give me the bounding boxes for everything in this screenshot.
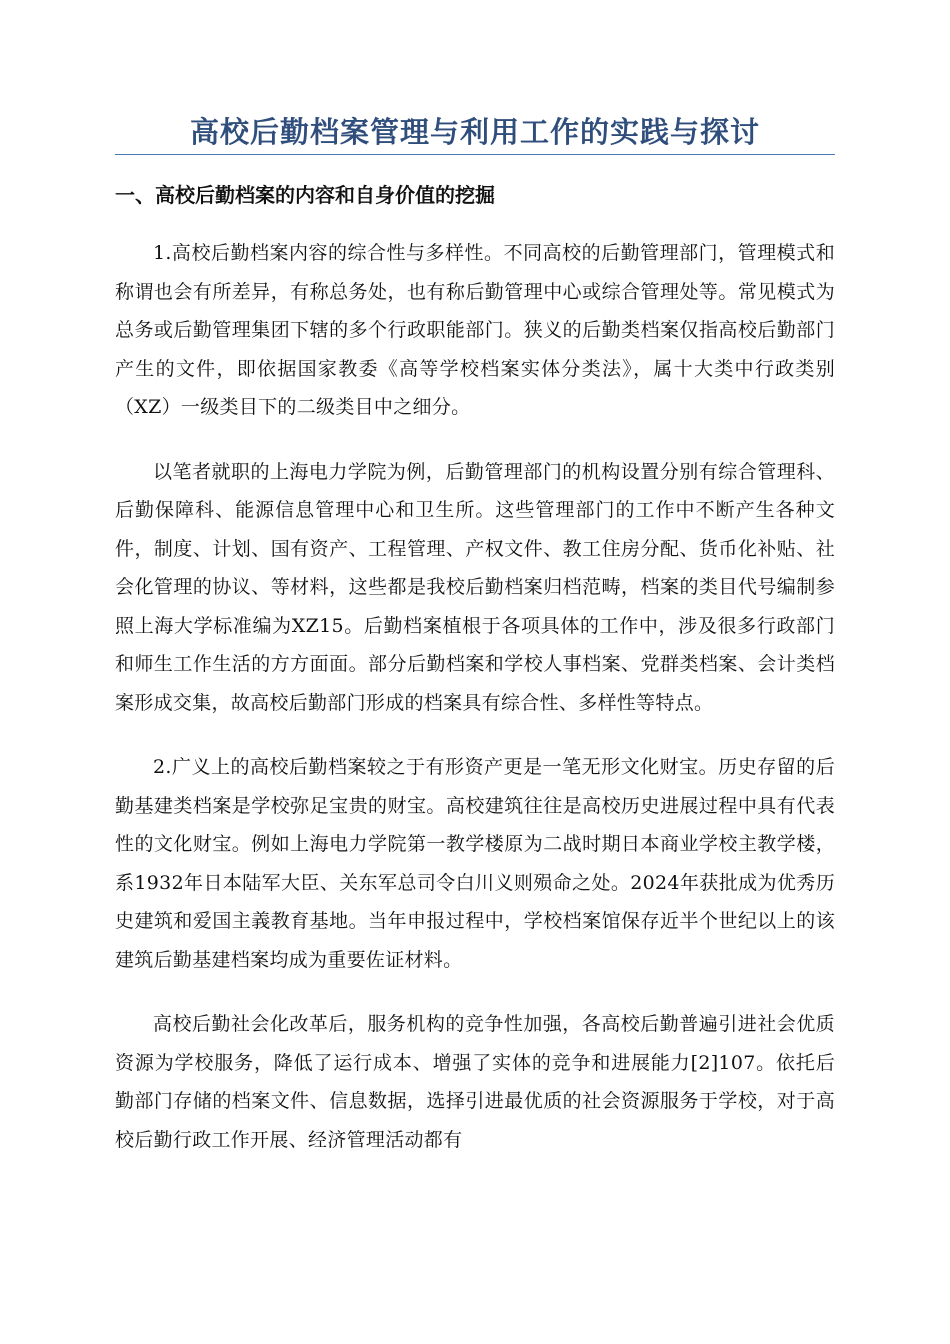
document-body <box>115 234 835 1159</box>
document-title: 高校后勤档案管理与利用工作的实践与探讨 <box>189 115 760 149</box>
paragraph-4: 高校后勤社会化改革后，服务机构的竞争性加强，各高校后勤普遍引进社会优质资源为学校服务，降低了运行成本、增强了实体的竞争和进展能力[2]107。依托后勤部门存储的档案文件、信息数据，选择引进最优质的社会资源服务于学校，对于高校后勤行政工作开展、经济管理活动都有 <box>115 1013 835 1151</box>
section-heading: 一、高校后勤档案的内容和自身价值的挖掘 <box>115 183 495 207</box>
title-underline <box>115 154 835 155</box>
paragraph-1: 1.高校后勤档案内容的综合性与多样性。不同高校的后勤管理部门，管理模式和称谓也会有所差异，有称总务处，也有称后勤管理中心或综合管理处等。常见模式为总务或后勤管理集团下辖的多个行政职能部门。狭义的后勤类档案仅指高校后勤部门产生的文件，即依据国家教委《高等学校档案实体分类法》，属十大类中行政类别（XZ）一级类目下的二级类目中之细分。 <box>115 242 835 418</box>
paragraph-3: 2.广义上的高校后勤档案较之于有形资产更是一笔无形文化财宝。历史存留的后勤基建类档案是学校弥足宝贵的财宝。高校建筑往往是高校历史进展过程中具有代表性的文化财宝。例如上海电力学院第一教学楼原为二战时期日本商业学校主教学楼，系1932年日本陆军大臣、关东军总司令白川义则殒命之处。2024年获批成为优秀历史建筑和爱国主義教育基地。当年申报过程中，学校档案馆保存近半个世纪以上的该建筑后勤基建档案均成为重要佐证材料。 <box>115 756 835 971</box>
paragraph-2: 以笔者就职的上海电力学院为例，后勤管理部门的机构设置分别有综合管理科、后勤保障科、能源信息管理中心和卫生所。这些管理部门的工作中不断产生各种文件，制度、计划、国有资产、工程管理、产权文件、教工住房分配、货币化补贴、社会化管理的协议、等材料，这些都是我校后勤档案归档范畴，档案的类目代号编制参照上海大学标准编为XZ15。后勤档案植根于各项具体的工作中，涉及很多行政部门和师生工作生活的方方面面。部分后勤档案和学校人事档案、党群类档案、会计类档案形成交集，故高校后勤部门形成的档案具有综合性、多样性等特点。 <box>115 460 835 714</box>
